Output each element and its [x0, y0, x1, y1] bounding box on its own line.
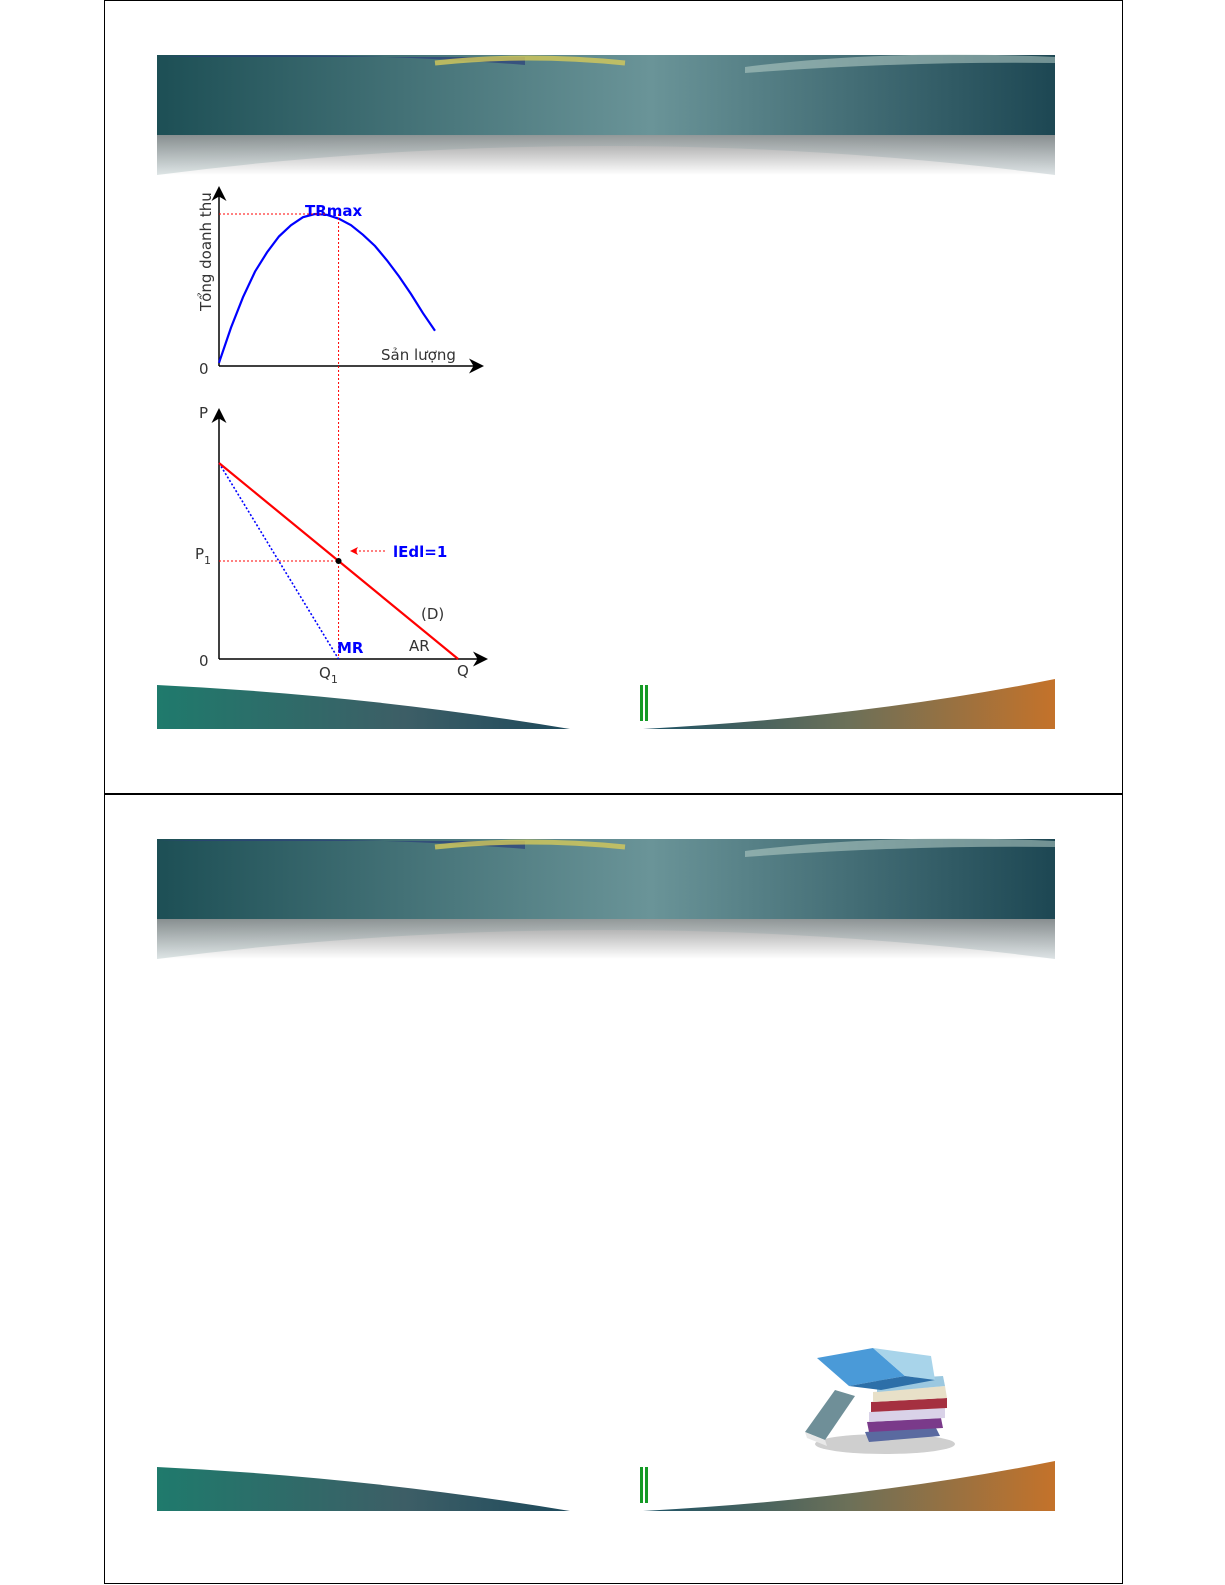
p1-label: $P_1$ — [195, 545, 212, 567]
top-origin-label: 0 — [199, 360, 209, 378]
ar-label: AR — [409, 637, 430, 655]
bottom-origin-label: 0 — [199, 652, 209, 670]
bottom-x-label: Q — [457, 662, 469, 680]
revenue-elasticity-chart — [189, 161, 509, 691]
books-icon — [795, 1340, 965, 1460]
elasticity-label: lEdl=1 — [393, 543, 448, 561]
unit-elastic-point — [336, 558, 342, 564]
footer-band — [157, 1461, 1055, 1511]
slide-2 — [104, 794, 1123, 1584]
top-y-label: Tổng doanh thu — [197, 192, 215, 311]
demand-label: (D) — [421, 605, 445, 623]
q1-label: $Q_1$ — [319, 664, 338, 686]
slide-2-frame — [105, 795, 1123, 1584]
bottom-y-label: P — [199, 404, 209, 422]
tr-max-label: TRmax — [305, 202, 363, 220]
top-x-label: Sản lượng — [381, 346, 456, 364]
mr-label: MR — [337, 639, 364, 657]
header-band — [157, 839, 1055, 959]
header-band — [157, 55, 1055, 175]
slide-1 — [104, 0, 1123, 794]
tr-curve — [219, 214, 435, 363]
